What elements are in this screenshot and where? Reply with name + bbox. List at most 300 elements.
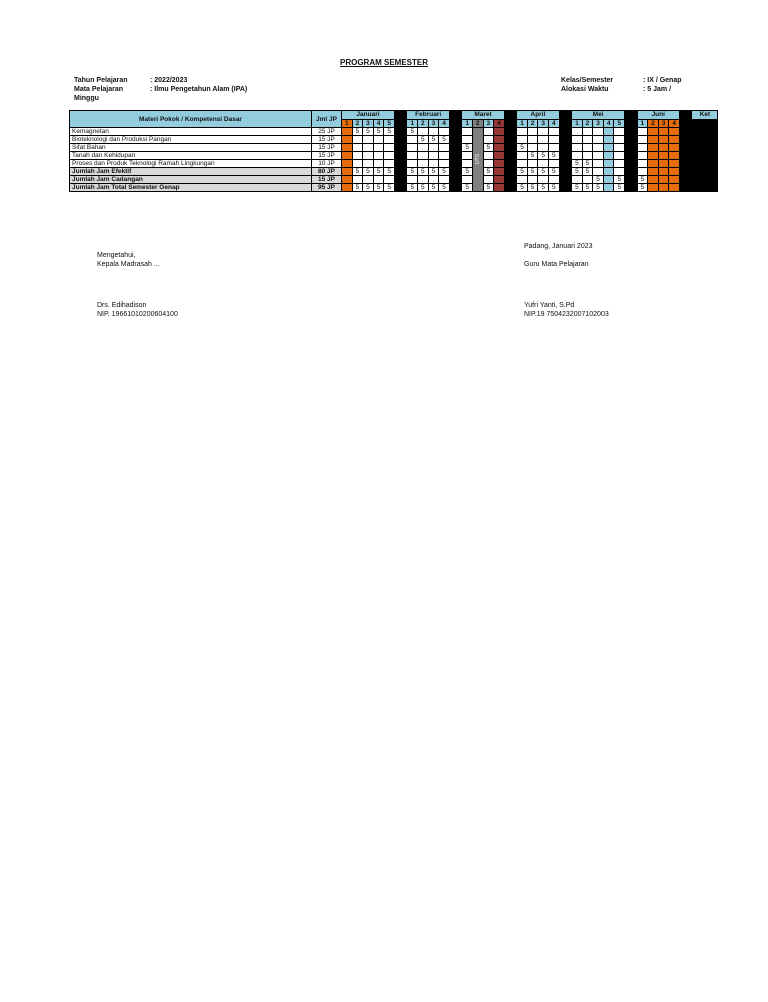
week-number: 3 — [658, 120, 669, 128]
materi-row — [70, 144, 718, 152]
week-cell — [637, 136, 648, 144]
info-row-mapel — [74, 85, 247, 94]
week-number: 2 — [527, 120, 538, 128]
week-cell — [637, 128, 648, 136]
header-jml-jp: Jml JP — [312, 111, 342, 128]
info-left — [74, 76, 247, 103]
week-cell — [538, 136, 549, 144]
week-cell — [363, 144, 374, 152]
week-cell — [603, 176, 614, 184]
week-cell — [669, 184, 680, 192]
week-cell: 5 — [614, 184, 625, 192]
week-cell — [483, 160, 494, 168]
week-cell — [669, 136, 680, 144]
week-number: 3 — [593, 120, 604, 128]
week-cell — [603, 144, 614, 152]
month-separator — [679, 111, 692, 192]
week-number: 2 — [472, 120, 483, 128]
week-cell — [373, 160, 384, 168]
week-cell — [572, 152, 583, 160]
week-cell — [572, 128, 583, 136]
guru-name: Yufri Yanti, S.Pd — [524, 302, 575, 309]
week-cell — [428, 152, 439, 160]
week-cell: 5 — [418, 184, 429, 192]
week-cell: 5 — [439, 168, 450, 176]
week-cell — [494, 160, 505, 168]
week-cell — [384, 176, 395, 184]
header-ket: Ket — [692, 111, 718, 120]
week-cell: 5 — [527, 152, 538, 160]
summary-row — [70, 176, 718, 184]
month-header-mei: Mei — [572, 111, 625, 120]
month-header-april: April — [517, 111, 559, 120]
ket-cell — [692, 168, 718, 176]
week-cell — [538, 160, 549, 168]
week-cell: 5 — [407, 184, 418, 192]
week-cell: 5 — [527, 184, 538, 192]
week-cell: 5 — [572, 160, 583, 168]
week-cell — [582, 152, 593, 160]
week-cell — [669, 176, 680, 184]
week-number: 1 — [517, 120, 528, 128]
signature-right-name — [524, 301, 609, 319]
week-cell — [342, 168, 353, 176]
week-number: 2 — [352, 120, 363, 128]
signature-left-heading — [97, 251, 160, 269]
week-cell — [614, 168, 625, 176]
week-cell — [648, 152, 659, 160]
materi-cell: Jumlah Jam Efektif — [70, 168, 312, 176]
month-separator — [504, 111, 517, 192]
week-cell — [363, 176, 374, 184]
week-cell: 5 — [373, 128, 384, 136]
week-cell: 5 — [428, 168, 439, 176]
week-cell — [637, 152, 648, 160]
week-cell — [439, 144, 450, 152]
week-cell — [658, 168, 669, 176]
info-label: Kelas/Semester — [561, 77, 614, 84]
materi-cell: Bioteknologi dan Produksi Pangan — [70, 136, 312, 144]
week-cell — [572, 136, 583, 144]
week-cell — [614, 152, 625, 160]
week-cell — [384, 160, 395, 168]
week-cell — [517, 152, 528, 160]
week-cell: 5 — [517, 184, 528, 192]
jp-cell: 15 JP — [312, 144, 342, 152]
week-cell — [517, 176, 528, 184]
week-cell — [407, 160, 418, 168]
week-cell — [637, 160, 648, 168]
week-cell — [363, 136, 374, 144]
info-row-minggu — [74, 94, 247, 103]
week-number: 4 — [373, 120, 384, 128]
week-cell: 5 — [363, 168, 374, 176]
week-cell: 5 — [637, 176, 648, 184]
week-number: 3 — [428, 120, 439, 128]
week-cell — [603, 136, 614, 144]
week-cell: 5 — [462, 184, 473, 192]
place-date: Padang, Januari 2023 — [524, 243, 593, 250]
header-row-months — [70, 111, 718, 120]
ket-cell — [692, 176, 718, 184]
week-cell — [658, 184, 669, 192]
week-cell — [658, 136, 669, 144]
info-row-alokasi — [561, 85, 682, 94]
week-cell — [593, 144, 604, 152]
week-cell: 5 — [527, 168, 538, 176]
week-cell — [648, 184, 659, 192]
month-separator — [559, 111, 572, 192]
week-cell — [342, 152, 353, 160]
week-cell: 5 — [363, 184, 374, 192]
jp-cell: 15 JP — [312, 176, 342, 184]
week-cell — [572, 176, 583, 184]
week-cell — [614, 160, 625, 168]
week-cell — [603, 184, 614, 192]
program-semester-table — [69, 110, 718, 192]
week-cell — [439, 176, 450, 184]
info-row-tahun — [74, 76, 247, 85]
week-cell — [462, 152, 473, 160]
week-cell — [648, 136, 659, 144]
ket-cell — [692, 184, 718, 192]
month-separator — [449, 111, 462, 192]
week-cell — [669, 152, 680, 160]
guru-nip: NIP.19 7504232007102003 — [524, 311, 609, 318]
week-cell — [384, 152, 395, 160]
week-cell — [582, 144, 593, 152]
week-cell — [648, 168, 659, 176]
month-separator — [625, 111, 638, 192]
week-cell: 5 — [418, 168, 429, 176]
week-number: 2 — [582, 120, 593, 128]
week-cell — [494, 128, 505, 136]
ket-cell — [692, 128, 718, 136]
week-cell — [407, 136, 418, 144]
week-cell — [658, 144, 669, 152]
week-cell — [462, 176, 473, 184]
week-cell — [527, 176, 538, 184]
jp-cell: 80 JP — [312, 168, 342, 176]
week-cell: 5 — [637, 184, 648, 192]
week-cell: 5 — [593, 176, 604, 184]
week-cell — [494, 136, 505, 144]
materi-cell: Proses dan Produk Teknologi Ramah Lingkungan — [70, 160, 312, 168]
materi-row — [70, 152, 718, 160]
week-cell — [593, 136, 604, 144]
week-cell — [593, 152, 604, 160]
jp-cell: 10 JP — [312, 160, 342, 168]
week-cell — [494, 176, 505, 184]
kepala-madrasah-text: Kepala Madrasah ... — [97, 261, 160, 268]
week-cell: 5 — [572, 184, 583, 192]
week-cell: 5 — [538, 184, 549, 192]
week-cell: 5 — [407, 128, 418, 136]
week-cell: 5 — [582, 168, 593, 176]
week-number: 4 — [549, 120, 560, 128]
month-separator — [394, 111, 407, 192]
week-cell — [462, 128, 473, 136]
document-title: PROGRAM SEMESTER — [339, 58, 428, 67]
week-cell — [527, 144, 538, 152]
week-cell: 5 — [538, 168, 549, 176]
week-cell — [439, 152, 450, 160]
jp-cell: 15 JP — [312, 136, 342, 144]
week-number: 3 — [538, 120, 549, 128]
materi-cell: Jumlah Jam Cadangan — [70, 176, 312, 184]
week-cell — [352, 160, 363, 168]
week-number: 1 — [572, 120, 583, 128]
week-cell — [593, 128, 604, 136]
week-cell — [373, 176, 384, 184]
week-cell — [428, 144, 439, 152]
week-cell: 5 — [384, 168, 395, 176]
week-cell — [373, 136, 384, 144]
week-cell — [483, 128, 494, 136]
week-cell — [648, 144, 659, 152]
week-cell: 5 — [572, 168, 583, 176]
week-number: 5 — [384, 120, 395, 128]
month-header-februari: Februari — [407, 111, 449, 120]
ket-cell — [692, 136, 718, 144]
week-cell — [483, 152, 494, 160]
week-cell — [342, 160, 353, 168]
ket-cell — [692, 120, 718, 128]
week-number: 1 — [342, 120, 353, 128]
week-cell — [549, 144, 560, 152]
week-cell — [428, 176, 439, 184]
info-value: : Ilmu Pengetahun Alam (IPA) — [150, 86, 248, 93]
week-cell: 5 — [418, 136, 429, 144]
week-number: 4 — [603, 120, 614, 128]
ket-cell — [692, 152, 718, 160]
week-number: 4 — [439, 120, 450, 128]
week-cell: 5 — [352, 184, 363, 192]
week-cell — [407, 152, 418, 160]
week-number: 4 — [494, 120, 505, 128]
week-cell: 5 — [384, 128, 395, 136]
week-cell — [658, 176, 669, 184]
week-cell: 5 — [483, 168, 494, 176]
week-cell — [669, 144, 680, 152]
week-cell — [637, 144, 648, 152]
info-label: Minggu — [74, 95, 99, 102]
week-cell — [407, 144, 418, 152]
week-cell — [439, 160, 450, 168]
week-cell: 5 — [373, 168, 384, 176]
week-cell — [342, 144, 353, 152]
week-number: 1 — [462, 120, 473, 128]
week-cell — [517, 160, 528, 168]
mengetahui-text: Mengetahui, — [97, 252, 136, 259]
guru-role-text: Guru Mata Pelajaran — [524, 261, 589, 268]
week-cell — [593, 160, 604, 168]
info-label: Mata Pelajaran — [74, 86, 124, 93]
week-number: 1 — [407, 120, 418, 128]
week-cell: 5 — [439, 136, 450, 144]
summary-row — [70, 168, 718, 176]
week-cell: 5 — [582, 160, 593, 168]
materi-cell: Jumlah Jam Total Semester Genap — [70, 184, 312, 192]
week-cell: 5 — [517, 144, 528, 152]
materi-row — [70, 136, 718, 144]
week-cell: 5 — [483, 144, 494, 152]
week-cell: 5 — [517, 168, 528, 176]
week-cell — [342, 176, 353, 184]
week-cell: 5 — [593, 184, 604, 192]
info-value: : 2022/2023 — [150, 77, 188, 84]
info-label: Tahun Pelajaran — [74, 77, 128, 84]
week-cell — [527, 128, 538, 136]
uts-label: UTS — [474, 153, 481, 164]
week-cell — [439, 128, 450, 136]
week-cell — [418, 160, 429, 168]
header-materi: Materi Pokok / Kompetensi Dasar — [70, 111, 312, 128]
week-cell — [428, 160, 439, 168]
week-cell: 5 — [549, 152, 560, 160]
week-number: 3 — [483, 120, 494, 128]
week-number: 2 — [418, 120, 429, 128]
week-cell: 5 — [462, 144, 473, 152]
week-cell — [418, 152, 429, 160]
week-cell — [614, 136, 625, 144]
materi-row — [70, 128, 718, 136]
week-cell: 5 — [538, 152, 549, 160]
week-cell — [352, 144, 363, 152]
week-cell — [363, 152, 374, 160]
week-cell — [593, 168, 604, 176]
week-cell — [603, 128, 614, 136]
jp-cell: 25 JP — [312, 128, 342, 136]
week-cell: 5 — [352, 128, 363, 136]
week-cell: 5 — [582, 184, 593, 192]
week-cell — [549, 160, 560, 168]
kepala-name: Drs. Edihadison — [97, 302, 147, 309]
week-cell — [549, 136, 560, 144]
week-cell — [494, 168, 505, 176]
info-right — [561, 76, 682, 94]
week-cell: 5 — [428, 184, 439, 192]
week-cell: 5 — [363, 128, 374, 136]
week-cell — [418, 176, 429, 184]
week-cell — [538, 144, 549, 152]
week-cell — [384, 144, 395, 152]
week-cell: 5 — [483, 184, 494, 192]
ket-cell — [692, 144, 718, 152]
jp-cell: 95 JP — [312, 184, 342, 192]
week-cell — [483, 136, 494, 144]
week-cell — [494, 152, 505, 160]
week-cell: 5 — [614, 176, 625, 184]
week-cell — [494, 184, 505, 192]
week-cell — [363, 160, 374, 168]
week-cell — [637, 168, 648, 176]
week-cell — [352, 152, 363, 160]
ket-cell — [692, 160, 718, 168]
week-cell — [603, 168, 614, 176]
week-cell — [669, 160, 680, 168]
info-value: : 5 Jam / — [643, 86, 672, 93]
week-number: 5 — [614, 120, 625, 128]
week-cell — [572, 144, 583, 152]
week-cell — [527, 160, 538, 168]
uts-column — [472, 128, 483, 192]
summary-row — [70, 184, 718, 192]
week-cell — [407, 176, 418, 184]
week-cell — [428, 128, 439, 136]
month-header-januari: Januari — [342, 111, 395, 120]
week-cell — [669, 128, 680, 136]
week-cell — [342, 136, 353, 144]
week-cell — [462, 160, 473, 168]
signature-left-name — [97, 301, 178, 319]
week-cell — [538, 176, 549, 184]
week-cell: 5 — [407, 168, 418, 176]
week-cell — [527, 136, 538, 144]
week-cell: 5 — [384, 184, 395, 192]
week-cell — [538, 128, 549, 136]
week-number: 4 — [669, 120, 680, 128]
info-label: Alokasi Waktu — [561, 86, 609, 93]
week-cell — [582, 128, 593, 136]
week-number: 2 — [648, 120, 659, 128]
week-cell — [614, 128, 625, 136]
materi-cell: Sifat Bahan — [70, 144, 312, 152]
week-cell — [483, 176, 494, 184]
info-value: : IX / Genap — [643, 77, 682, 84]
week-cell — [517, 128, 528, 136]
week-cell — [342, 184, 353, 192]
week-cell: 5 — [462, 168, 473, 176]
week-cell — [658, 160, 669, 168]
week-cell — [603, 152, 614, 160]
week-cell — [384, 136, 395, 144]
materi-cell: Tanah dan Kehidupan — [70, 152, 312, 160]
week-cell — [418, 144, 429, 152]
week-cell — [549, 176, 560, 184]
week-cell: 5 — [373, 184, 384, 192]
week-cell: 5 — [549, 184, 560, 192]
week-cell — [494, 144, 505, 152]
week-number: 1 — [637, 120, 648, 128]
month-header-maret: Maret — [462, 111, 504, 120]
week-cell: 5 — [352, 168, 363, 176]
week-cell — [549, 128, 560, 136]
week-cell — [352, 136, 363, 144]
materi-cell: Kemagnetan — [70, 128, 312, 136]
week-cell — [648, 176, 659, 184]
jp-cell: 15 JP — [312, 152, 342, 160]
week-cell: 5 — [439, 184, 450, 192]
info-row-kelas — [561, 76, 682, 85]
week-cell — [614, 144, 625, 152]
week-cell — [648, 128, 659, 136]
week-cell — [373, 152, 384, 160]
kepala-nip: NIP. 19661010200604100 — [97, 311, 178, 318]
week-cell — [658, 152, 669, 160]
week-cell — [462, 136, 473, 144]
week-cell — [669, 168, 680, 176]
week-cell: 5 — [549, 168, 560, 176]
week-cell — [648, 160, 659, 168]
week-cell — [582, 176, 593, 184]
month-header-juni: Juni — [637, 111, 679, 120]
week-cell — [352, 176, 363, 184]
materi-row — [70, 160, 718, 168]
week-cell — [517, 136, 528, 144]
week-cell — [342, 128, 353, 136]
week-cell — [603, 160, 614, 168]
